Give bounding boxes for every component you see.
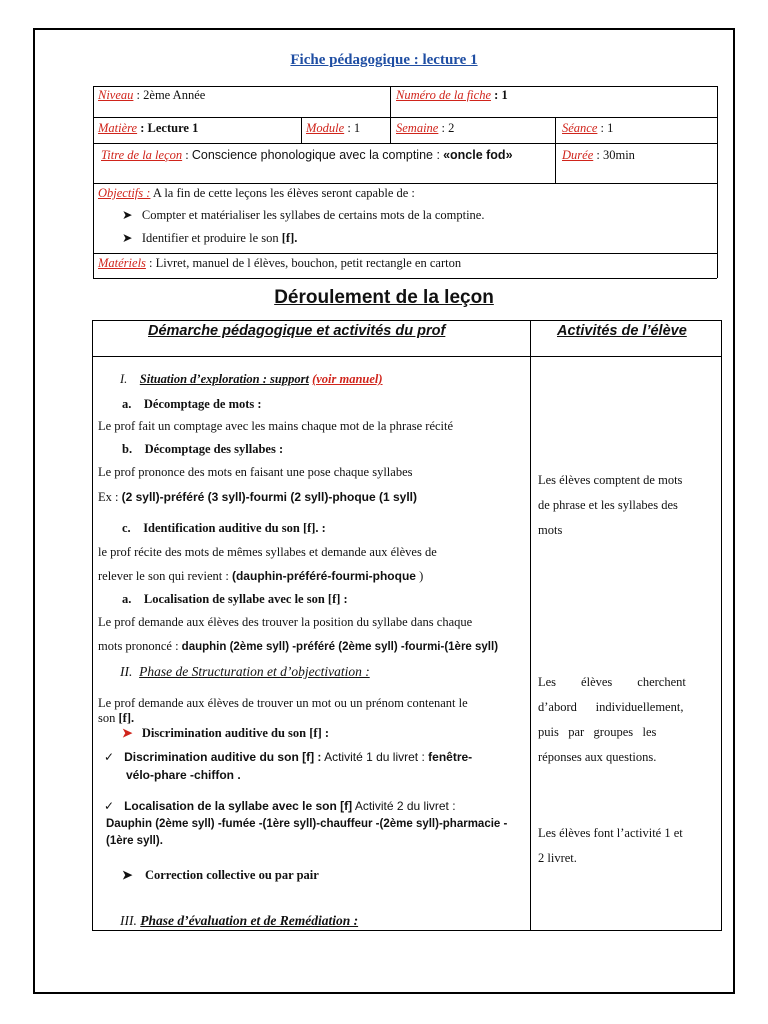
objectif-item-1: ➤ Compter et matérialiser les syllabes de certains mots de la comptine. [122, 208, 485, 222]
duree-cell: Durée : 30min [562, 148, 635, 162]
section-3-heading: III. Phase d’évaluation et de Remédiation : [120, 913, 359, 928]
check-item-2-line-1: ✓ Localisation de la syllabe avec le son [f] Activité 2 du livret : [104, 799, 456, 813]
sub-a-text: Le prof fait un comptage avec les mains chaque mot de la phrase récité [98, 419, 454, 433]
checkmark-icon: ✓ [104, 799, 115, 813]
eleve-p2-l4: réponses aux questions. [538, 750, 657, 764]
document-title: Fiche pédagogique : lecture 1 [290, 52, 478, 68]
matiere-cell: Matière : Lecture 1 [98, 121, 199, 135]
sub-c-text-1: le prof récite des mots de mêmes syllabes et demande aux élèves de [98, 545, 437, 559]
eleve-p1-l3: mots [538, 523, 563, 537]
sub-b-example: Ex : (2 syll)-préféré (3 syll)-fourmi (2 syll)-phoque (1 syll) [98, 490, 418, 504]
sub-c-text-2: relever le son qui revient : (dauphin-préféré-fourmi-phoque ) [98, 569, 424, 583]
eleve-p3-l1: Les élèves font l’activité 1 et [538, 826, 683, 840]
sub-c-heading: c. Identification auditive du son [f]. : [122, 521, 326, 535]
deroulement-heading: Déroulement de la leçon [274, 287, 494, 308]
arrow-bullet-icon: ➤ [122, 726, 133, 740]
section-2-text-1: Le prof demande aux élèves de trouver un mot ou un prénom contenant le [98, 696, 468, 710]
arrow-bullet-icon: ➤ [122, 231, 133, 245]
materiels-cell: Matériels : Livret, manuel de l élèves, bouchon, petit rectangle en carton [98, 256, 462, 270]
numero-cell: Numéro de la fiche : 1 [396, 88, 508, 102]
eleve-p2-l2: d’abord individuellement, [538, 700, 684, 714]
objectif-item-2: ➤ Identifier et produire le son [f]. [122, 231, 298, 245]
eleve-p1-l2: de phrase et les syllabes des [538, 498, 678, 512]
section-2-text-2: son [f]. [98, 711, 135, 725]
sub-d-text-2: mots prononcé : dauphin (2ème syll) -préféré (2ème syll) -fourmi-(1ère syll) [98, 639, 499, 653]
module-cell: Module : 1 [306, 121, 361, 135]
check-item-2-line-2: Dauphin (2ème syll) -fumée -(1ère syll)-chauffeur -(2ème syll)-pharmacie - [106, 818, 508, 830]
eleve-p1-l1: Les élèves comptent de mots [538, 473, 683, 487]
header-prof: Démarche pédagogique et activités du prof [148, 323, 446, 339]
niveau-cell: Niveau : 2ème Année [98, 88, 206, 102]
sub-b-text: Le prof prononce des mots en faisant une pose chaque syllabes [98, 465, 413, 479]
checkmark-icon: ✓ [104, 750, 115, 764]
check-item-1-line-2: vélo-phare -chiffon . [126, 768, 241, 782]
section-2-heading: II. Phase de Structuration et d’objectivation : [120, 664, 370, 679]
eleve-p2-l3: puis par groupes les [538, 725, 657, 739]
section-1-heading: I. Situation d’exploration : support (voir manuel) [120, 372, 383, 386]
eleve-p3-l2: 2 livret. [538, 851, 577, 865]
titre-cell: Titre de la leçon : Conscience phonologique avec la comptine : «oncle fod» [101, 148, 513, 162]
eleve-p2-l1: Les élèves cherchent [538, 675, 686, 689]
arrow-bullet-icon: ➤ [122, 868, 133, 882]
sub-d-heading: a. Localisation de syllabe avec le son [f] : [122, 592, 348, 606]
correction-item: ➤ Correction collective ou par pair [122, 868, 319, 882]
objectifs-cell: Objectifs : A la fin de cette leçons les élèves seront capable de : [98, 186, 415, 200]
discrimination-heading: ➤ Discrimination auditive du son [f] : [122, 726, 330, 740]
sub-b-heading: b. Décomptage des syllabes : [122, 442, 284, 456]
header-eleve: Activités de l’élève [557, 323, 687, 339]
arrow-bullet-icon: ➤ [122, 208, 133, 222]
check-item-2-line-3: (1ère syll). [106, 835, 163, 847]
seance-cell: Séance : 1 [562, 121, 614, 135]
semaine-cell: Semaine : 2 [396, 121, 455, 135]
sub-a-heading: a. Décomptage de mots : [122, 397, 262, 411]
sub-d-text-1: Le prof demande aux élèves des trouver la position du syllabe dans chaque [98, 615, 473, 629]
check-item-1-line-1: ✓ Discrimination auditive du son [f] : Activité 1 du livret : fenêtre- [104, 750, 473, 764]
